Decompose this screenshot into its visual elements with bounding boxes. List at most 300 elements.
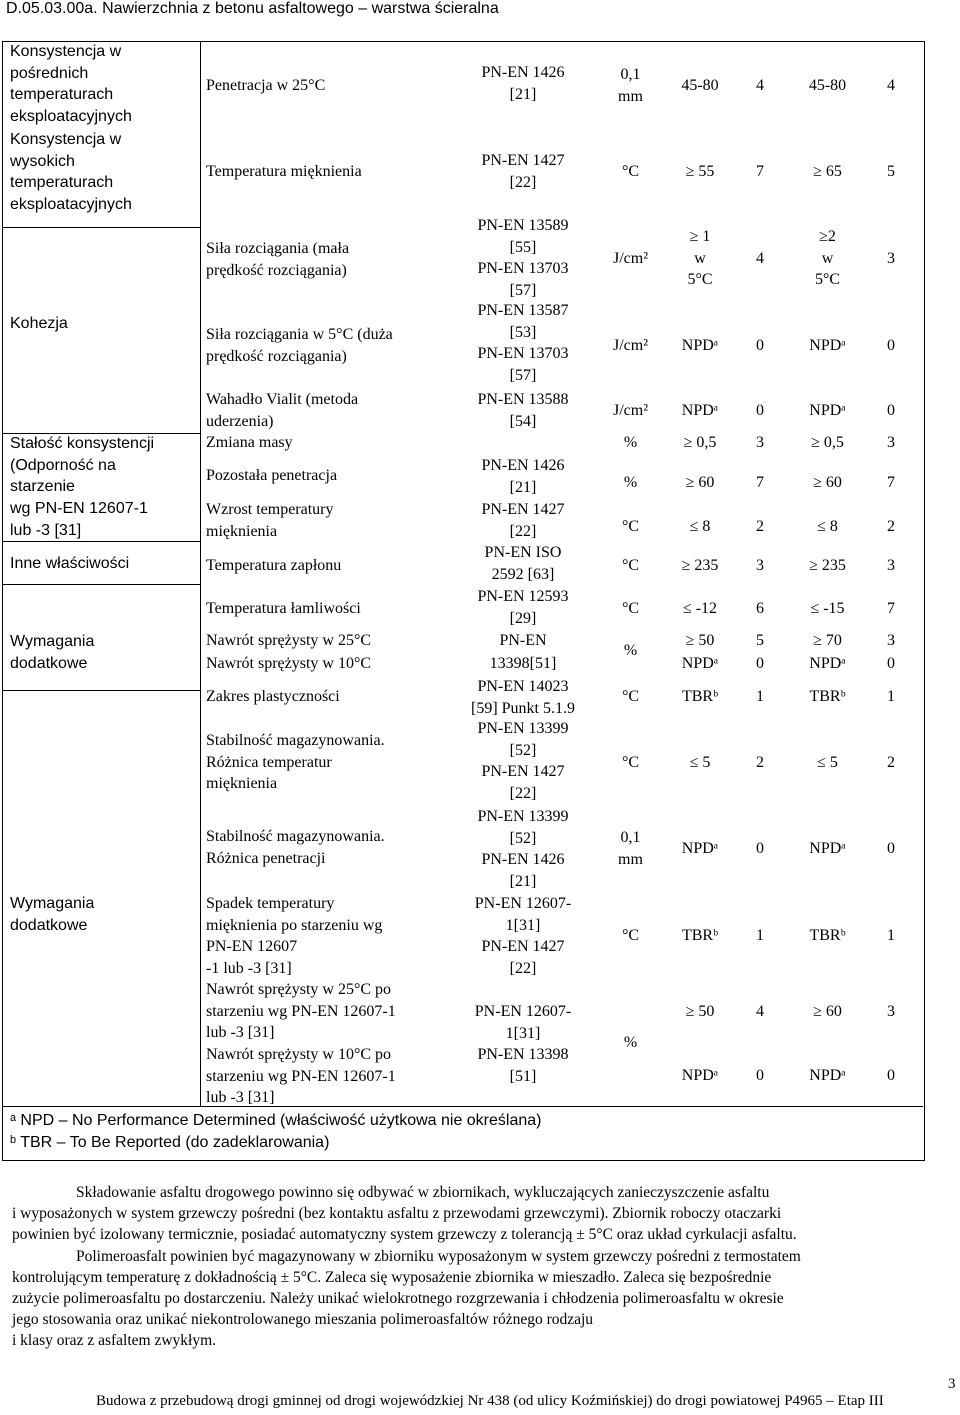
- body-paragraph-line: i klasy oraz z asfaltem zwykłym.: [12, 1332, 217, 1350]
- property-cell: [206, 653, 371, 675]
- unit-cell: [603, 64, 658, 107]
- property-cell-line: starzeniu wg PN-EN 12607-1: [206, 1067, 396, 1085]
- property-cell-line: Nawrót sprężysty w 10°C: [206, 655, 372, 672]
- points-cell-line: 1: [756, 688, 764, 705]
- standard-cell: [448, 676, 598, 719]
- value-cell-line: 5°C: [687, 271, 713, 289]
- points-cell: [745, 653, 775, 675]
- value-cell-line: NPDᵃ: [681, 655, 719, 672]
- standard-cell: [448, 1001, 598, 1044]
- standard-cell-line: 1[31]: [505, 1024, 541, 1042]
- standard-cell-line: PN-EN 13588: [477, 391, 569, 408]
- group-label-line: Wymagania: [10, 895, 95, 912]
- standard-cell-line: PN-EN 13589: [477, 217, 569, 234]
- points-cell-line: 5: [887, 163, 895, 180]
- points-cell: [745, 248, 775, 270]
- standard-cell-line: PN-EN 12607-: [474, 895, 572, 912]
- points-cell: [876, 686, 906, 708]
- body-paragraph-line: jego stosowania oraz unikać niekontrolowanego mieszania polimeroasfaltów różnego rodzaju: [12, 1311, 594, 1329]
- points-cell: [876, 161, 906, 183]
- page-header: D.05.03.00a. Nawierzchnia z betonu asfaltowego – warstwa ścieralna: [6, 0, 499, 17]
- standard-cell-line: PN-EN 13398: [477, 1046, 569, 1063]
- value-cell: [785, 472, 870, 494]
- footnotes-line: ᵃ NPD – No Performance Determined (właściwość użytkowa nie określana): [10, 1112, 542, 1129]
- property-cell: [206, 324, 393, 367]
- points-cell-line: 7: [887, 474, 895, 491]
- value-cell: [660, 598, 740, 620]
- property-cell-line: Penetracja w 25°C: [206, 77, 326, 94]
- standard-cell: [448, 499, 598, 542]
- property-cell-line: Stabilność magazynowania.: [206, 828, 385, 845]
- value-cell: [660, 472, 740, 494]
- points-cell-line: 5: [756, 632, 764, 649]
- points-cell: [876, 838, 906, 860]
- value-cell-line: w: [821, 249, 834, 267]
- unit-cell: [603, 400, 658, 422]
- standard-cell-line: [52]: [509, 829, 537, 847]
- standard-cell-line: PN-EN 13703: [477, 345, 569, 363]
- standard-cell-line: PN-EN 1426: [481, 64, 565, 81]
- property-cell-line: Temperatura zapłonu: [206, 557, 342, 574]
- property-cell-line: Temperatura mięknienia: [206, 163, 362, 180]
- standard-cell-line: [57]: [509, 367, 537, 385]
- standard-cell-line: PN-EN 13703: [477, 260, 569, 278]
- points-cell: [745, 432, 775, 454]
- group-label-line: pośrednich: [10, 64, 89, 82]
- property-cell-line: Pozostała penetracja: [206, 467, 338, 484]
- points-cell: [745, 686, 775, 708]
- property-cell-line: -1 lub -3 [31]: [206, 960, 292, 978]
- points-cell-line: 3: [887, 434, 895, 451]
- property-cell: [206, 730, 385, 795]
- points-cell-line: 1: [756, 927, 764, 944]
- points-cell: [745, 752, 775, 774]
- value-cell: [660, 335, 740, 357]
- table-divider: [2, 227, 200, 228]
- points-cell: [876, 335, 906, 357]
- points-cell-line: 4: [756, 250, 764, 267]
- group-label: [10, 631, 94, 674]
- value-cell-line: ≥ 235: [681, 557, 719, 574]
- points-cell: [876, 630, 906, 652]
- value-cell-line: ≤ 5: [689, 754, 711, 771]
- points-cell-line: 3: [887, 632, 895, 649]
- standard-cell: [448, 586, 598, 629]
- unit-cell: [603, 1032, 658, 1054]
- value-cell: [785, 630, 870, 652]
- standard-cell-line: [53]: [509, 323, 537, 341]
- property-cell-line: mięknienia po starzeniu wg: [206, 916, 383, 934]
- unit-cell-line: °C: [621, 600, 640, 617]
- points-cell: [745, 400, 775, 422]
- property-cell-line: Nawrót sprężysty w 25°C po: [206, 981, 392, 998]
- value-cell: [660, 75, 740, 97]
- standard-cell-line: 2592 [63]: [491, 565, 555, 583]
- property-cell-line: lub -3 [31]: [206, 1024, 275, 1042]
- property-cell: [206, 555, 341, 577]
- property-cell-line: Spadek temperatury: [206, 895, 335, 912]
- page-footer: Budowa z przebudową drogi gminnej od drogi wojewódzkiej Nr 438 (od ulicy Koźmińskiej) do drogi powiatowej P4965 – Etap III: [96, 1393, 884, 1409]
- property-cell-line: Zmiana masy: [206, 434, 293, 451]
- standard-cell: [448, 542, 598, 585]
- points-cell-line: 0: [887, 840, 895, 857]
- property-cell: [206, 1044, 396, 1109]
- value-cell: [785, 752, 870, 774]
- property-cell: [206, 499, 334, 542]
- group-label-line: temperaturach: [10, 174, 114, 192]
- standard-cell-line: [22]: [509, 785, 537, 803]
- unit-cell-line: %: [623, 1034, 638, 1051]
- property-cell: [206, 686, 340, 708]
- unit-cell-line: J/cm²: [612, 250, 648, 267]
- standard-cell-line: PN-EN 12593: [477, 588, 569, 605]
- table-divider: [2, 690, 200, 691]
- property-cell: [206, 826, 385, 869]
- standard-cell: [448, 653, 598, 675]
- value-cell-line: NPDᵃ: [809, 402, 846, 419]
- value-cell-line: ≤ -15: [810, 600, 845, 617]
- property-cell-line: prędkość rozciągania): [206, 347, 347, 365]
- points-cell: [876, 752, 906, 774]
- value-cell-line: ≤ -12: [682, 600, 718, 617]
- standard-cell-line: [21]: [509, 85, 537, 103]
- property-cell: [206, 630, 371, 652]
- value-cell-line: ≤ 8: [689, 518, 711, 535]
- group-label-line: Kohezja: [10, 315, 68, 332]
- points-cell-line: 2: [887, 518, 895, 535]
- body-paragraph-line: kontrolującym temperaturę z dokładnością ± 5°C. Zaleca się wyposażenie zbiornika w mieszadło. Zaleca się bezpośrednie: [12, 1268, 772, 1286]
- property-cell-line: Stabilność magazynowania.: [206, 732, 385, 749]
- points-cell-line: 0: [756, 337, 764, 354]
- property-cell-line: prędkość rozciągania): [206, 261, 347, 279]
- value-cell: [785, 75, 870, 97]
- standard-cell-line: [21]: [509, 478, 537, 496]
- points-cell: [745, 161, 775, 183]
- standard-cell-line: [29]: [509, 609, 537, 627]
- points-cell-line: 4: [756, 77, 764, 94]
- body-paragraph-line: Składowanie asfaltu drogowego powinno się odbywać w zbiornikach, wykluczających zanieczyszczenie asfaltu: [76, 1184, 770, 1201]
- property-cell: [206, 979, 396, 1044]
- value-cell: [660, 925, 740, 947]
- value-cell-line: ≥ 50: [685, 632, 715, 649]
- standard-cell-line: PN-EN 13399: [477, 808, 569, 825]
- group-label-line: Inne właściwości: [10, 555, 130, 572]
- value-cell-line: NPDᵃ: [809, 337, 846, 354]
- standard-cell: [448, 389, 598, 432]
- unit-cell: [603, 335, 658, 357]
- value-cell: [785, 1065, 870, 1087]
- points-cell: [876, 432, 906, 454]
- standard-cell-line: 1[31]: [505, 916, 541, 934]
- value-cell-line: NPDᵃ: [681, 840, 719, 857]
- value-cell: [785, 598, 870, 620]
- value-cell-line: ≥ 60: [685, 474, 715, 491]
- value-cell: [660, 1001, 740, 1023]
- standard-cell-line: PN-EN 1427: [481, 501, 565, 518]
- table-divider: [200, 41, 201, 1106]
- standard-cell: [448, 150, 598, 193]
- points-cell-line: 1: [887, 927, 895, 944]
- property-cell-line: Zakres plastyczności: [206, 688, 340, 705]
- group-label-line: dodatkowe: [10, 916, 88, 934]
- value-cell-line: ≥ 0,5: [811, 434, 844, 451]
- value-cell-line: ≤ 5: [817, 754, 838, 771]
- group-label-line: Stałość konsystencji: [10, 435, 155, 452]
- points-cell-line: 2: [756, 518, 764, 535]
- property-cell-line: mięknienia: [206, 522, 278, 540]
- value-cell: [785, 432, 870, 454]
- points-cell: [745, 630, 775, 652]
- property-cell: [206, 465, 337, 487]
- group-label: [10, 129, 132, 216]
- property-cell-line: Siła rozciągania (mała: [206, 240, 350, 257]
- standard-cell: [448, 806, 598, 893]
- points-cell-line: 4: [887, 77, 895, 94]
- property-cell-line: Nawrót sprężysty w 10°C po: [206, 1046, 392, 1063]
- points-cell: [745, 1001, 775, 1023]
- page-number: 3: [948, 1376, 956, 1392]
- unit-cell: [603, 640, 658, 662]
- points-cell-line: 4: [756, 1003, 764, 1020]
- group-label-line: wysokich: [10, 152, 75, 170]
- points-cell-line: 0: [756, 402, 764, 419]
- value-cell-line: ≥ 235: [809, 557, 846, 574]
- body-paragraph-line: zużycie polimeroasfaltu po dostarczeniu. Należy unikać wielokrotnego rozgrzewania i chłodzenia polimeroasfaltu w okresie: [12, 1290, 784, 1307]
- unit-cell: [603, 925, 658, 947]
- points-cell: [876, 598, 906, 620]
- footnotes: [10, 1110, 541, 1153]
- unit-cell-line: 0,1: [620, 66, 641, 83]
- points-cell: [876, 400, 906, 422]
- value-cell: [785, 838, 870, 860]
- property-cell-line: Nawrót sprężysty w 25°C: [206, 632, 372, 649]
- unit-cell: [603, 827, 658, 870]
- value-cell: [785, 400, 870, 422]
- points-cell-line: 7: [756, 163, 764, 180]
- value-cell: [660, 516, 740, 538]
- unit-cell-line: %: [623, 474, 638, 491]
- property-cell-line: Temperatura łamliwości: [206, 600, 361, 617]
- body-paragraph-line: i wyposażonych w system grzewczy pośredni (bez kontaktu asfaltu z przewodami grzewczymi). Zbiornik roboczy otaczarki: [12, 1205, 782, 1223]
- points-cell: [745, 335, 775, 357]
- standard-cell-line: [54]: [509, 412, 537, 430]
- value-cell-line: NPDᵃ: [809, 1067, 846, 1084]
- value-cell: [660, 653, 740, 675]
- points-cell: [876, 1001, 906, 1023]
- group-label-line: temperaturach: [10, 86, 114, 104]
- value-cell: [785, 555, 870, 577]
- property-cell: [206, 598, 361, 620]
- unit-cell-line: °C: [621, 927, 640, 944]
- unit-cell: [603, 752, 658, 774]
- value-cell-line: 45-80: [681, 77, 719, 94]
- group-label-line: eksploatacyjnych: [10, 108, 132, 126]
- points-cell-line: 0: [756, 655, 764, 672]
- points-cell: [876, 472, 906, 494]
- group-label-line: eksploatacyjnych: [10, 196, 132, 214]
- points-cell-line: 7: [756, 474, 764, 491]
- value-cell: [660, 686, 740, 708]
- points-cell-line: 6: [756, 600, 764, 617]
- property-cell: [206, 432, 293, 454]
- points-cell: [876, 516, 906, 538]
- value-cell: [660, 161, 740, 183]
- standard-cell-line: PN-EN 1427: [481, 152, 565, 169]
- property-cell-line: mięknienia: [206, 775, 278, 793]
- property-cell-line: starzeniu wg PN-EN 12607-1: [206, 1002, 396, 1020]
- points-cell: [745, 838, 775, 860]
- value-cell-line: ≥ 0,5: [683, 434, 717, 451]
- points-cell-line: 0: [887, 1067, 895, 1084]
- standard-cell-line: [22]: [509, 960, 537, 978]
- group-label: [10, 553, 129, 575]
- value-cell: [660, 838, 740, 860]
- value-cell: [785, 1001, 870, 1023]
- unit-cell-line: %: [623, 434, 638, 451]
- value-cell-line: ≥2: [819, 228, 836, 245]
- value-cell-line: TBRᵇ: [809, 688, 846, 705]
- property-cell: [206, 893, 382, 980]
- value-cell: [785, 161, 870, 183]
- points-cell-line: 2: [887, 754, 895, 771]
- points-cell-line: 7: [887, 600, 895, 617]
- property-cell-line: Siła rozciągania w 5°C (duża: [206, 326, 393, 343]
- points-cell-line: 0: [756, 1067, 764, 1084]
- standard-cell: [448, 1044, 598, 1087]
- standard-cell-line: PN-EN: [499, 632, 547, 649]
- standard-cell-line: PN-EN 12607-: [474, 1003, 572, 1020]
- group-label-line: lub -3 [31]: [10, 521, 82, 539]
- points-cell-line: 3: [756, 434, 764, 451]
- property-cell-line: PN-EN 12607: [206, 938, 298, 956]
- value-cell: [660, 630, 740, 652]
- standard-cell-line: PN-EN 1427: [481, 763, 565, 781]
- group-label-line: dodatkowe: [10, 654, 88, 672]
- property-cell-line: lub -3 [31]: [206, 1089, 275, 1107]
- value-cell-line: 5°C: [814, 271, 841, 289]
- group-label-line: Konsystencja w: [10, 131, 122, 148]
- standard-cell-line: [22]: [509, 522, 537, 540]
- unit-cell: [603, 432, 658, 454]
- points-cell: [745, 472, 775, 494]
- points-cell: [876, 248, 906, 270]
- value-cell-line: 45-80: [808, 77, 847, 94]
- standard-cell-line: [22]: [509, 173, 537, 191]
- value-cell-line: ≥ 50: [685, 1003, 715, 1020]
- points-cell-line: 3: [756, 557, 764, 574]
- value-cell-line: ≥ 55: [685, 163, 715, 180]
- group-label: [10, 893, 94, 936]
- points-cell-line: 2: [756, 754, 764, 771]
- points-cell: [876, 75, 906, 97]
- property-cell-line: Różnica temperatur: [206, 753, 332, 771]
- unit-cell-line: %: [623, 642, 638, 659]
- standard-cell-line: 13398[51]: [489, 655, 557, 672]
- points-cell-line: 0: [887, 337, 895, 354]
- value-cell-line: ≥ 70: [813, 632, 842, 649]
- value-cell: [660, 1065, 740, 1087]
- points-cell: [745, 75, 775, 97]
- unit-cell: [603, 686, 658, 708]
- standard-cell-line: [52]: [509, 741, 537, 759]
- standard-cell: [448, 215, 598, 302]
- body-paragraph-line: powinien być izolowany termicznie, posiadać automatyczny system grzewczy z tolerancją ± 5°C oraz układ cyrkulacji asfaltu.: [12, 1226, 797, 1244]
- value-cell: [785, 653, 870, 675]
- unit-cell: [603, 161, 658, 183]
- standard-cell: [448, 62, 598, 105]
- points-cell: [745, 598, 775, 620]
- unit-cell-line: °C: [621, 688, 640, 705]
- value-cell-line: NPDᵃ: [681, 402, 719, 419]
- unit-cell-line: 0,1: [620, 829, 641, 846]
- unit-cell: [603, 472, 658, 494]
- value-cell: [660, 432, 740, 454]
- property-cell: [206, 161, 362, 183]
- value-cell: [660, 555, 740, 577]
- standard-cell-line: [59] Punkt 5.1.9: [471, 699, 575, 717]
- property-cell-line: uderzenia): [206, 412, 274, 430]
- standard-cell-line: [21]: [509, 873, 537, 891]
- unit-cell: [603, 248, 658, 270]
- standard-cell-line: PN-EN 1426: [481, 457, 565, 474]
- property-cell-line: Wahadło Vialit (metoda: [206, 391, 359, 408]
- standard-cell-line: PN-EN 14023: [477, 678, 569, 695]
- value-cell: [785, 686, 870, 708]
- value-cell: [660, 400, 740, 422]
- group-label: [10, 313, 68, 335]
- points-cell-line: 1: [887, 688, 895, 705]
- property-cell-line: Wzrost temperatury: [206, 501, 334, 518]
- standard-cell: [448, 455, 598, 498]
- standard-cell-line: PN-EN 1427: [481, 938, 565, 956]
- table-divider: [2, 1106, 923, 1107]
- body-paragraph-line: Polimeroasfalt powinien być magazynowany w zbiorniku wyposażonym w system grzewczy pośredni z termostatem: [76, 1247, 801, 1265]
- group-label: [10, 433, 154, 542]
- standard-cell: [448, 718, 598, 805]
- group-label-line: Konsystencja w: [10, 43, 122, 60]
- value-cell: [785, 335, 870, 357]
- points-cell-line: 3: [887, 1003, 895, 1020]
- value-cell: [785, 516, 870, 538]
- property-cell: [206, 75, 325, 97]
- group-label-line: wg PN-EN 12607-1: [10, 500, 148, 518]
- property-cell: [206, 238, 349, 281]
- value-cell-line: TBRᵇ: [809, 927, 846, 944]
- points-cell-line: 0: [756, 840, 764, 857]
- value-cell: [785, 226, 870, 291]
- points-cell: [745, 555, 775, 577]
- group-label-line: starzenie: [10, 478, 75, 496]
- value-cell-line: NPDᵃ: [681, 1067, 719, 1084]
- unit-cell: [603, 555, 658, 577]
- unit-cell-line: °C: [621, 754, 640, 771]
- points-cell: [745, 516, 775, 538]
- points-cell: [876, 555, 906, 577]
- unit-cell: [603, 598, 658, 620]
- standard-cell-line: [51]: [509, 1067, 537, 1085]
- standard-cell: [448, 300, 598, 387]
- property-cell-line: Różnica penetracji: [206, 849, 326, 867]
- unit-cell-line: J/cm²: [612, 402, 648, 419]
- points-cell: [876, 653, 906, 675]
- value-cell-line: ≥ 65: [813, 163, 842, 180]
- standard-cell-line: PN-EN 13587: [477, 302, 569, 319]
- unit-cell-line: mm: [618, 850, 643, 868]
- table-divider: [2, 584, 200, 585]
- standard-cell-line: PN-EN 1426: [481, 851, 565, 869]
- standard-cell-line: PN-EN ISO: [484, 544, 562, 561]
- value-cell-line: w: [694, 249, 706, 267]
